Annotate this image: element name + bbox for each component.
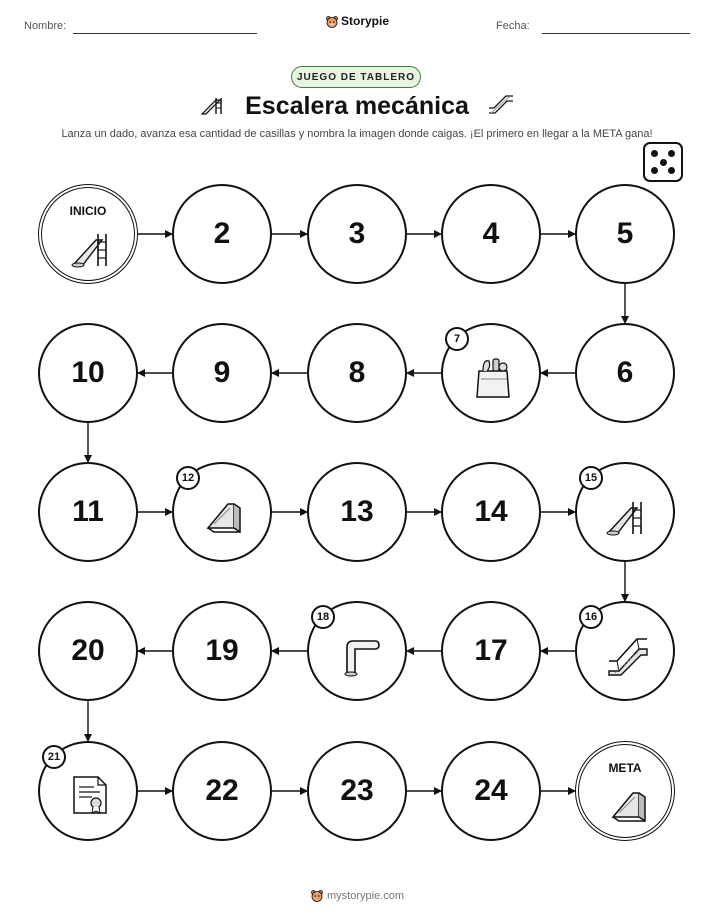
cell-number: 20 [71,634,105,667]
cell-number-badge: 12 [176,466,200,490]
page-title: Escalera mecánica [245,92,469,120]
board-cell-13 [307,462,407,562]
handrail-icon [337,633,381,677]
cell-number-badge: 18 [311,605,335,629]
board-cell-3 [307,184,407,284]
board-cell-12 [172,462,272,562]
cell-number: 2 [213,217,231,250]
board-cell-4 [441,184,541,284]
slide-icon [605,494,649,538]
cell-number: 19 [205,634,239,667]
board-cell-22 [172,741,272,841]
instructions: Lanza un dado, avanza esa cantidad de casillas y nombra la imagen donde caigas. ¡El primero en llegar a la META gana! [61,128,653,140]
board-cell-1 [38,184,138,284]
board-cell-5 [575,184,675,284]
category-badge: JUEGO DE TABLERO [291,66,421,88]
cell-number: 4 [482,217,500,250]
board-cell-11 [38,462,138,562]
board-cell-10 [38,323,138,423]
cell-number: 9 [213,356,231,389]
board-cell-20 [38,601,138,701]
board-cell-23 [307,741,407,841]
slide-icon [70,226,114,270]
footer [0,889,714,903]
cell-number-badge: 7 [445,327,469,351]
cell-number: 6 [616,356,634,389]
cell-number: 14 [474,495,508,528]
cell-caption: INICIO [69,204,107,218]
cell-number-badge: 15 [579,466,603,490]
board-cell-17 [441,601,541,701]
grocery-bag-icon [471,355,515,399]
bear-icon [310,889,324,903]
board-cell-6 [575,323,675,423]
cell-number-badge: 21 [42,745,66,769]
ramp-icon [607,783,651,827]
footer-url: mystorypie.com [326,889,405,902]
escalator-icon [605,633,649,677]
cell-number: 11 [72,495,104,528]
certificate-icon [68,773,112,817]
board-cell-9 [172,323,272,423]
board-cell-21 [38,741,138,841]
cell-number: 24 [474,774,508,807]
cell-caption: META [608,761,642,775]
board-cell-7 [441,323,541,423]
cell-number: 22 [205,774,239,807]
ramp-icon [202,494,246,538]
board-cell-8 [307,323,407,423]
board-cell-2 [172,184,272,284]
name-label: Nombre: [24,20,67,32]
board-cell-25 [575,741,675,841]
board-cell-19 [172,601,272,701]
cell-number: 17 [474,634,508,667]
board-cell-15 [575,462,675,562]
cell-number: 10 [71,356,105,389]
board-cell-14 [441,462,541,562]
cell-number: 3 [348,217,366,250]
cell-number: 8 [348,356,366,389]
board-cell-24 [441,741,541,841]
cell-number: 13 [340,495,374,528]
cell-number-badge: 16 [579,605,603,629]
cell-number: 23 [340,774,374,807]
board-cell-16 [575,601,675,701]
date-label: Fecha: [496,20,530,32]
brand-name: Storypie [340,14,389,28]
board-cell-18 [307,601,407,701]
cell-number: 5 [616,217,634,250]
